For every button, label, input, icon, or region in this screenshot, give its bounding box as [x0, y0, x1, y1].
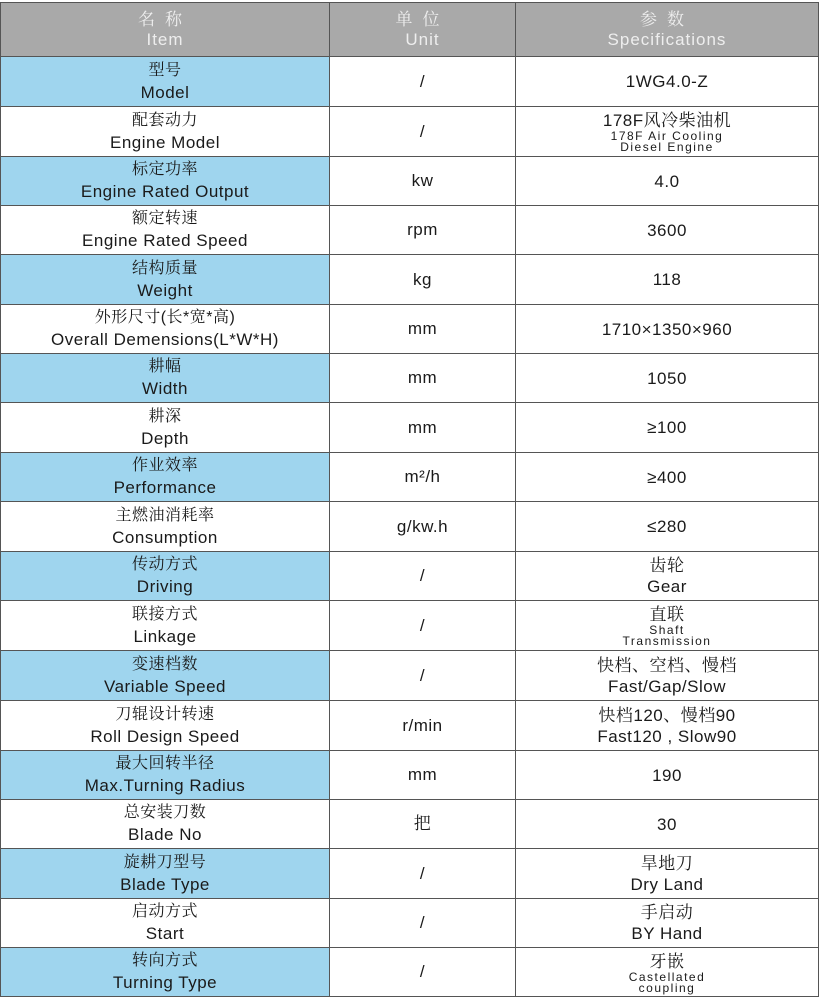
spec-cell — [516, 800, 819, 849]
unit-cell — [330, 751, 516, 800]
spec-cell — [516, 552, 819, 601]
header-item-en: Item — [146, 29, 184, 49]
item-cell — [1, 601, 330, 651]
spec-value: 4.0 — [654, 171, 680, 191]
spec-cell — [516, 948, 819, 997]
spec-value: ≥400 — [647, 467, 687, 487]
unit-value: mm — [407, 417, 438, 437]
header-unit — [330, 3, 516, 57]
item-cell — [1, 453, 330, 502]
spec-value: ≥100 — [647, 418, 687, 437]
spec-value: 190 — [652, 765, 682, 785]
header-spec-zh: 参数 — [640, 9, 694, 29]
spec-cell — [516, 701, 819, 751]
table-body — [1, 57, 819, 997]
unit-value: rpm — [407, 220, 438, 239]
table-row — [1, 57, 819, 107]
item-name-zh: 配套动力 — [131, 111, 198, 129]
item-cell — [1, 701, 330, 751]
unit-value: mm — [407, 765, 438, 784]
spec-value: 齿轮 — [649, 556, 685, 575]
item-name-en: Driving — [136, 577, 194, 596]
item-name-zh: 旋耕刀型号 — [123, 853, 207, 871]
item-name-en: Model — [140, 82, 190, 102]
spec-value: Fast120 , Slow90 — [597, 726, 737, 746]
item-cell — [1, 403, 330, 453]
table-row — [1, 305, 819, 354]
spec-value: Gear — [647, 577, 687, 596]
item-name-zh: 外形尺寸(长*宽*高) — [94, 309, 236, 326]
item-cell — [1, 899, 330, 948]
unit-value: 把 — [413, 814, 432, 833]
item-name-zh: 联接方式 — [131, 605, 198, 623]
item-name-en: Engine Rated Speed — [82, 231, 248, 250]
unit-cell — [330, 552, 516, 601]
header-item — [1, 3, 330, 57]
item-name-en: Variable Speed — [104, 676, 226, 696]
item-cell — [1, 107, 330, 157]
item-name-en: Performance — [113, 478, 217, 497]
spec-value: 1710×1350×960 — [601, 319, 733, 339]
unit-cell — [330, 849, 516, 899]
item-name-zh: 耕深 — [148, 407, 182, 425]
unit-value: m²/h — [404, 467, 441, 486]
table-row — [1, 800, 819, 849]
item-name-en: Engine Model — [110, 132, 220, 152]
item-cell — [1, 206, 330, 255]
spec-cell — [516, 57, 819, 107]
unit-value: mm — [407, 368, 438, 387]
spec-value: 直联 — [649, 605, 685, 624]
spec-value: 手启动 — [640, 903, 694, 922]
spec-cell — [516, 403, 819, 453]
spec-cell — [516, 305, 819, 354]
unit-value: r/min — [402, 715, 443, 735]
table-row — [1, 354, 819, 403]
item-name-zh: 总安装刀数 — [123, 804, 207, 821]
spec-cell — [516, 157, 819, 206]
spec-value: 快档、空档、慢档 — [597, 655, 737, 675]
header-unit-zh: 单位 — [395, 9, 450, 29]
spec-cell — [516, 255, 819, 305]
table-row — [1, 552, 819, 601]
item-cell — [1, 157, 330, 206]
table-row — [1, 157, 819, 206]
unit-cell — [330, 899, 516, 948]
unit-value: / — [419, 71, 426, 91]
item-name-en: Width — [142, 379, 188, 398]
unit-cell — [330, 403, 516, 453]
table-row — [1, 948, 819, 997]
item-cell — [1, 502, 330, 552]
spec-note: coupling — [638, 980, 696, 995]
item-name-zh: 刀辊设计转速 — [115, 705, 215, 723]
unit-cell — [330, 651, 516, 701]
table-row — [1, 453, 819, 502]
unit-value: / — [419, 665, 426, 685]
table-header — [1, 3, 819, 57]
table-row — [1, 255, 819, 305]
spec-value: 3600 — [647, 220, 687, 240]
unit-value: / — [419, 566, 426, 585]
spec-value: BY Hand — [631, 924, 703, 943]
unit-value: / — [419, 863, 426, 883]
unit-value: mm — [407, 319, 438, 338]
header-spec-en: Specifications — [607, 29, 727, 49]
item-cell — [1, 305, 330, 354]
item-name-zh: 主燃油消耗率 — [115, 506, 215, 524]
item-name-zh: 标定功率 — [131, 161, 198, 178]
item-name-en: Weight — [137, 280, 193, 300]
item-name-en: Turning Type — [112, 973, 218, 992]
table-row — [1, 601, 819, 651]
item-name-en: Roll Design Speed — [90, 726, 240, 746]
spec-value: 118 — [652, 270, 682, 289]
unit-cell — [330, 502, 516, 552]
item-name-zh: 结构质量 — [131, 259, 198, 277]
spec-cell — [516, 899, 819, 948]
item-name-en: Depth — [141, 428, 189, 448]
item-name-zh: 额定转速 — [131, 210, 198, 227]
unit-value: / — [419, 962, 426, 981]
spec-cell — [516, 651, 819, 701]
item-cell — [1, 552, 330, 601]
spec-note: Shaft — [649, 623, 685, 637]
spec-note: Transmission — [622, 634, 712, 648]
header-unit-en: Unit — [405, 29, 440, 49]
spec-value: Dry Land — [630, 874, 704, 894]
table-row — [1, 849, 819, 899]
item-name-zh: 传动方式 — [131, 556, 198, 573]
item-cell — [1, 255, 330, 305]
spec-value: ≤280 — [647, 517, 687, 536]
item-cell — [1, 849, 330, 899]
item-name-zh: 作业效率 — [131, 457, 198, 474]
table-row — [1, 651, 819, 701]
table-row — [1, 701, 819, 751]
unit-cell — [330, 157, 516, 206]
spec-value: 旱地刀 — [640, 853, 694, 873]
unit-cell — [330, 107, 516, 157]
spec-cell — [516, 107, 819, 157]
unit-value: / — [419, 913, 426, 932]
unit-cell — [330, 601, 516, 651]
item-name-en: Overall Demensions(L*W*H) — [51, 330, 279, 349]
unit-cell — [330, 948, 516, 997]
spec-note: Castellated — [628, 969, 706, 984]
item-name-zh: 转向方式 — [131, 952, 198, 969]
spec-value: 30 — [657, 814, 677, 834]
spec-value: 178F风冷柴油机 — [602, 111, 732, 130]
item-name-zh: 耕幅 — [148, 358, 182, 375]
spec-value: 1WG4.0-Z — [625, 72, 709, 91]
table-row — [1, 206, 819, 255]
unit-value: / — [419, 615, 426, 635]
unit-cell — [330, 57, 516, 107]
item-name-zh: 型号 — [148, 61, 182, 79]
item-name-en: Max.Turning Radius — [84, 776, 246, 795]
item-cell — [1, 354, 330, 403]
spec-cell — [516, 354, 819, 403]
unit-cell — [330, 206, 516, 255]
spec-value: Fast/Gap/Slow — [608, 676, 726, 696]
table-row — [1, 403, 819, 453]
spec-value: 1050 — [647, 368, 687, 388]
table-row — [1, 899, 819, 948]
item-name-en: Blade No — [128, 825, 202, 844]
item-name-zh: 变速档数 — [131, 655, 198, 673]
unit-cell — [330, 800, 516, 849]
item-name-zh: 启动方式 — [131, 903, 198, 920]
item-name-en: Engine Rated Output — [80, 182, 250, 201]
unit-value: / — [419, 121, 426, 141]
spec-cell — [516, 453, 819, 502]
header-item-zh: 名称 — [138, 9, 192, 29]
item-cell — [1, 800, 330, 849]
table-row — [1, 107, 819, 157]
spec-note: Diesel Engine — [620, 140, 714, 154]
item-cell — [1, 948, 330, 997]
item-name-en: Linkage — [133, 626, 197, 646]
item-name-zh: 最大回转半径 — [115, 755, 215, 772]
unit-cell — [330, 305, 516, 354]
unit-cell — [330, 255, 516, 305]
spec-value: 快档120、慢档90 — [598, 705, 736, 725]
item-cell — [1, 651, 330, 701]
unit-cell — [330, 354, 516, 403]
table-row — [1, 751, 819, 800]
unit-value: g/kw.h — [396, 516, 449, 536]
unit-value: kw — [411, 171, 434, 190]
spec-note: 178F Air Cooling — [610, 129, 724, 143]
spec-value: 牙嵌 — [649, 951, 685, 971]
spec-cell — [516, 502, 819, 552]
spec-cell — [516, 751, 819, 800]
item-name-en: Blade Type — [120, 874, 210, 894]
unit-value: kg — [413, 269, 432, 289]
item-cell — [1, 751, 330, 800]
spec-cell — [516, 849, 819, 899]
spec-cell — [516, 206, 819, 255]
item-name-en: Consumption — [112, 527, 218, 547]
table-row — [1, 502, 819, 552]
unit-cell — [330, 453, 516, 502]
spec-table — [0, 2, 819, 997]
header-spec — [516, 3, 819, 57]
unit-cell — [330, 701, 516, 751]
spec-cell — [516, 601, 819, 651]
item-name-en: Start — [145, 924, 185, 943]
item-cell — [1, 57, 330, 107]
